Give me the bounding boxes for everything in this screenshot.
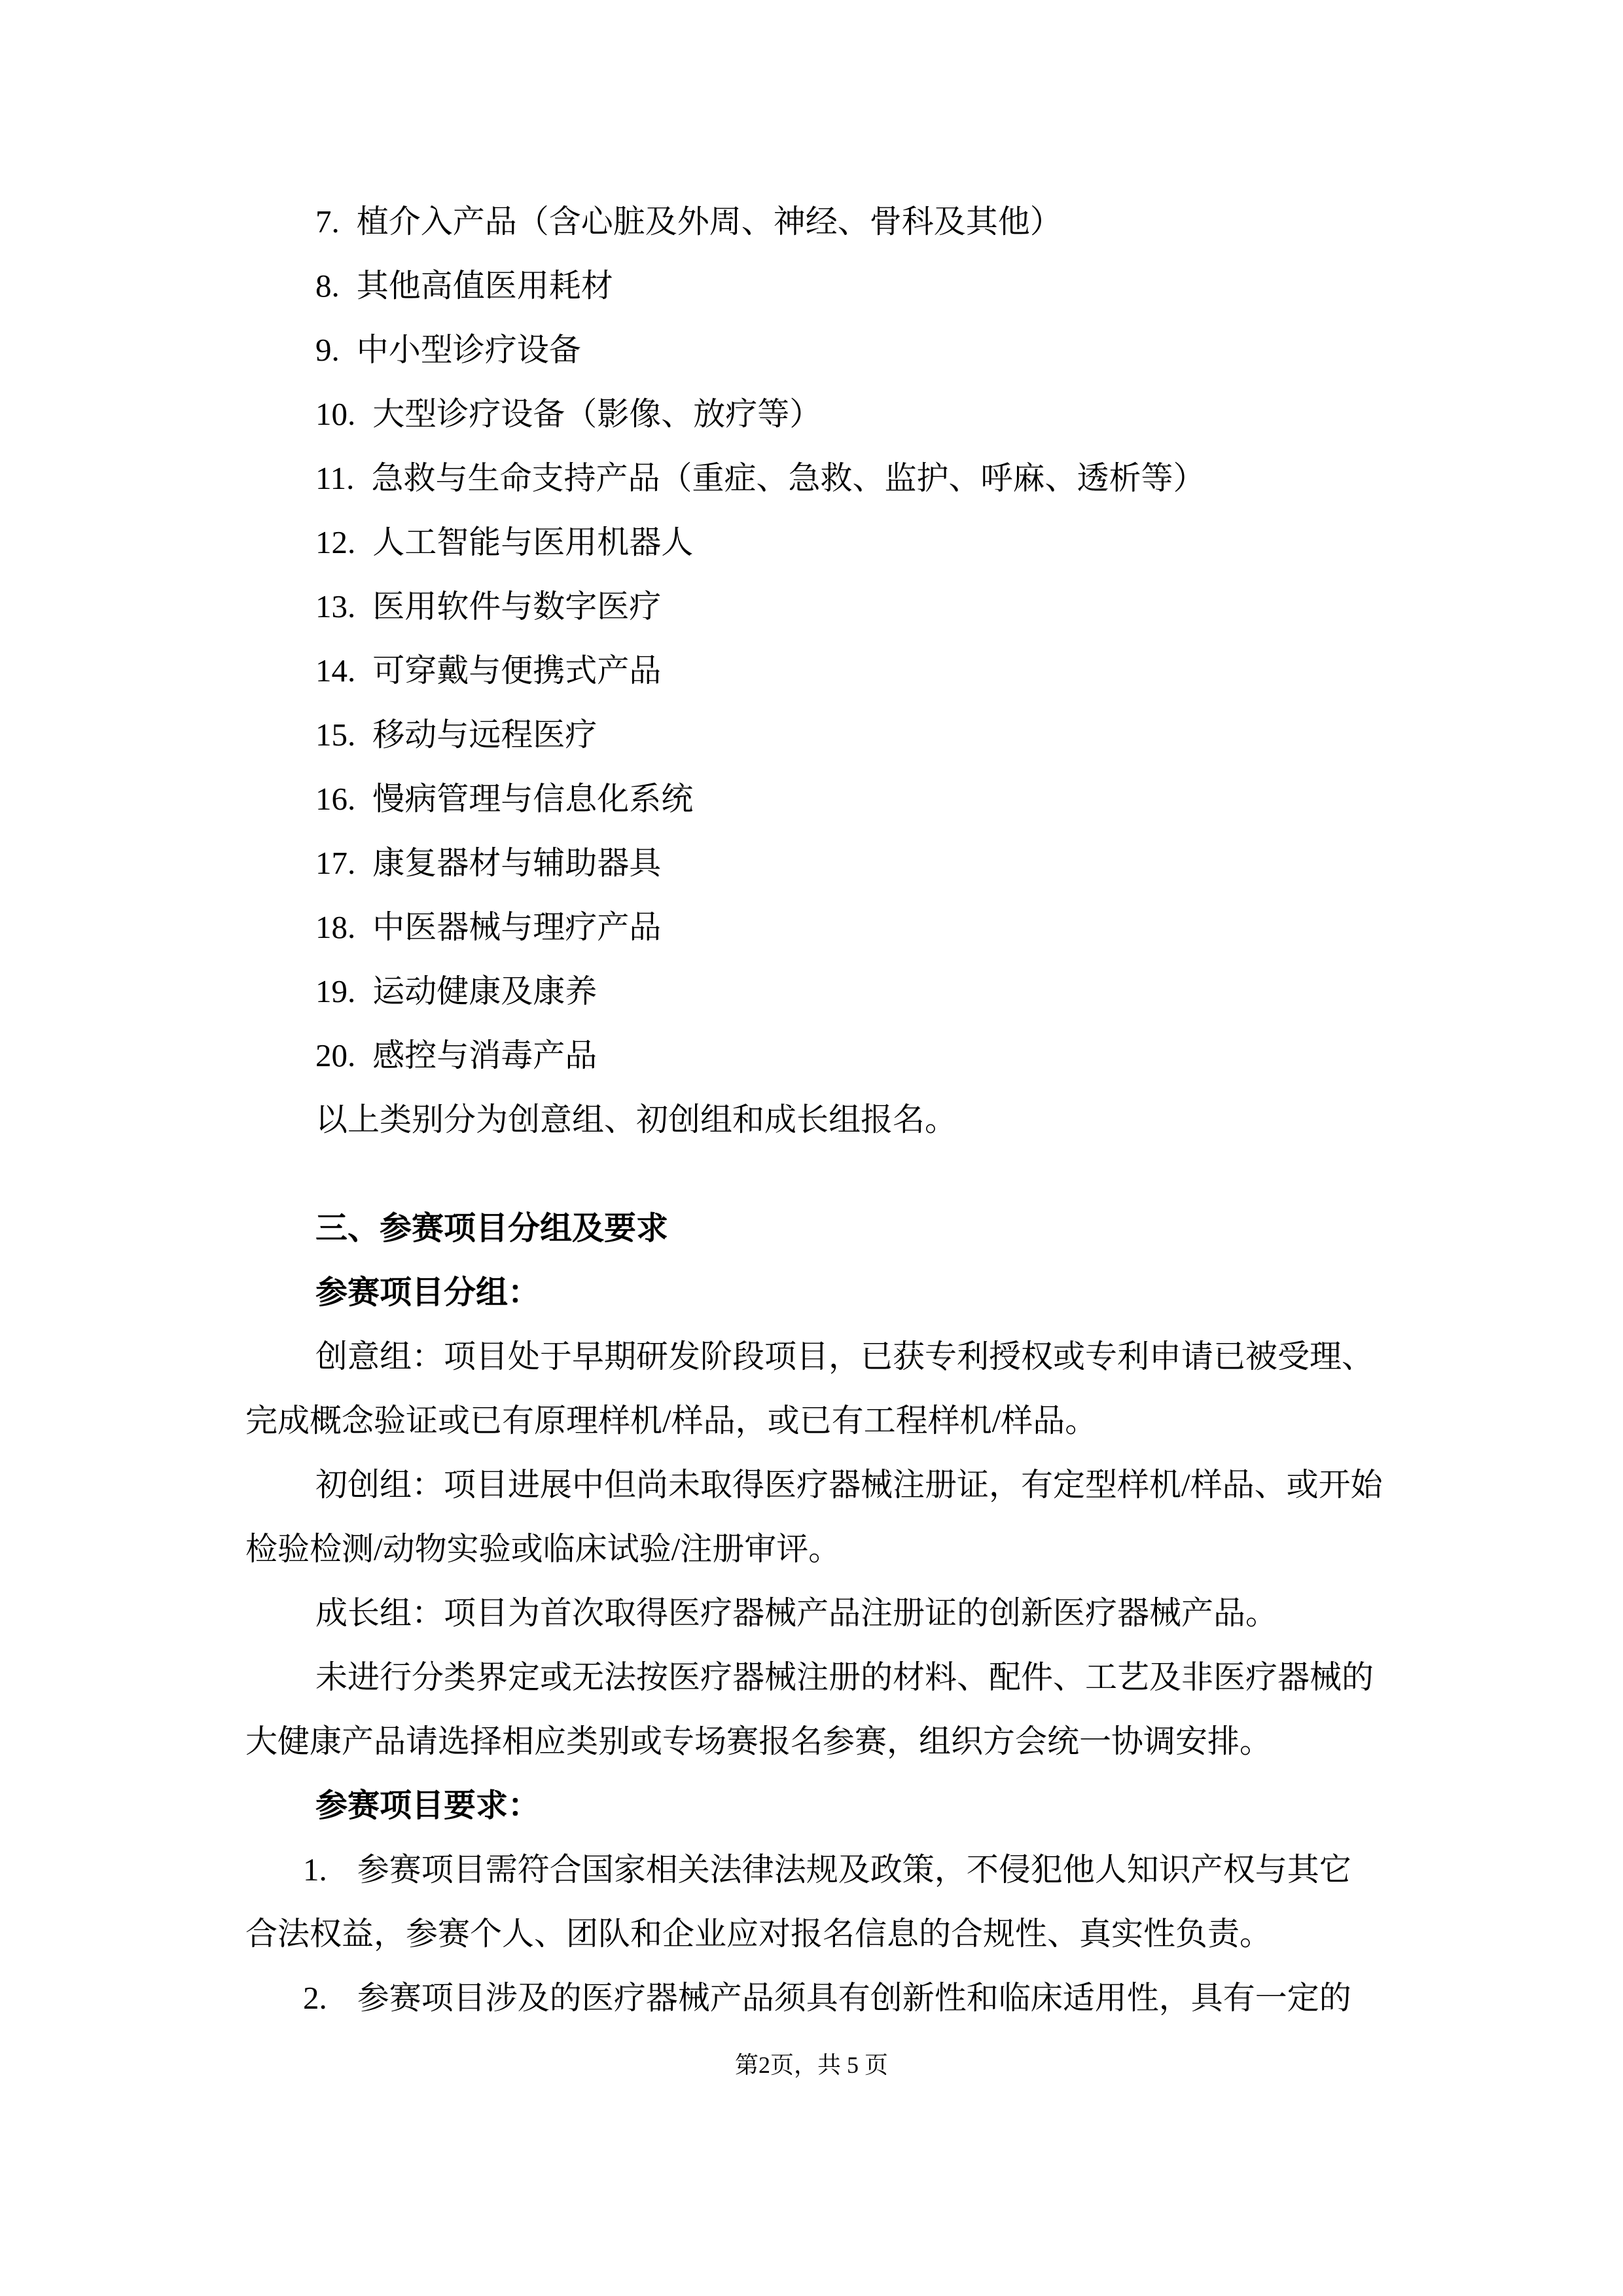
list-number: 19. [315,973,356,1009]
text-line [245,446,1394,511]
line-text: 慢病管理与信息化系统 [372,781,694,817]
line-text: 医用软件与数字医疗 [372,588,662,624]
list-number: 2. [303,1980,327,2016]
page-footer: 第2页，共 5 页 [734,2052,888,2078]
text-line: 完成概念验证或已有原理样机/样品，或已有工程样机/样品。 [245,1403,1097,1439]
text-line: 以上类别分为创意组、初创组和成长组报名。 [315,1102,957,1138]
line-text: 感控与消毒产品 [372,1037,597,1073]
text-line: 合法权益，参赛个人、团队和企业应对报名信息的合规性、真实性负责。 [245,1916,1272,1952]
line-text: 急救与生命支持产品（重症、急救、监护、呼麻、透析等） [371,460,1205,496]
document-lines [245,190,1394,2030]
line-text: 中医器械与理疗产品 [372,909,662,945]
list-number: 14. [315,653,356,689]
text-line [245,703,1394,767]
section-heading: 三、参赛项目分组及要求 [315,1210,669,1246]
line-text: 运动健康及康养 [372,973,597,1009]
list-number: 7. [315,204,340,240]
line-text: 参赛项目需符合国家相关法律法规及政策，不侵犯他人知识产权与其它 [357,1852,1351,1888]
line-text: 可穿戴与便携式产品 [372,653,662,689]
list-number: 9. [315,332,340,368]
text-line: 初创组：项目进展中但尚未取得医疗器械注册证，有定型样机/样品、或开始 [315,1467,1383,1503]
text-line [245,1838,1394,1902]
list-number: 1. [303,1852,327,1888]
text-line [245,382,1394,446]
line-text: 大型诊疗设备（影像、放疗等） [372,396,822,432]
line-text: 移动与远程医疗 [372,717,597,753]
line-text: 其他高值医用耗材 [356,268,613,304]
text-line [245,511,1394,575]
text-line [245,767,1394,831]
text-line [245,318,1394,382]
list-number: 13. [315,588,356,624]
list-number: 20. [315,1037,356,1073]
line-text: 人工智能与医用机器人 [372,524,694,560]
text-line: 检验检测/动物实验或临床试验/注册审评。 [245,1531,841,1567]
text-line [245,639,1394,703]
text-line [245,895,1394,960]
list-number: 12. [315,524,356,560]
text-line [245,1966,1394,2030]
line-text: 中小型诊疗设备 [356,332,581,368]
text-line: 创意组：项目处于早期研发阶段项目，已获专利授权或专利申请已被受理、 [315,1338,1374,1374]
text-line [245,960,1394,1024]
text-line [245,190,1394,254]
text-line: 未进行分类界定或无法按医疗器械注册的材料、配件、工艺及非医疗器械的 [315,1659,1374,1695]
line-text: 参赛项目涉及的医疗器械产品须具有创新性和临床适用性，具有一定的 [357,1980,1351,2016]
text-line [245,831,1394,895]
list-number: 8. [315,268,340,304]
text-line [245,575,1394,639]
text-line [245,254,1394,318]
sub-heading: 参赛项目要求： [315,1787,541,1823]
text-line [245,1024,1394,1088]
list-number: 15. [315,717,356,753]
list-number: 11. [315,460,355,496]
list-number: 10. [315,396,356,432]
line-text: 植介入产品（含心脏及外周、神经、骨科及其他） [356,204,1062,240]
text-line: 成长组：项目为首次取得医疗器械产品注册证的创新医疗器械产品。 [315,1595,1278,1631]
list-number: 16. [315,781,356,817]
sub-heading: 参赛项目分组： [315,1274,541,1310]
text-line: 大健康产品请选择相应类别或专场赛报名参赛，组织方会统一协调安排。 [245,1723,1272,1759]
list-number: 18. [315,909,356,945]
line-text: 康复器材与辅助器具 [372,845,662,881]
list-number: 17. [315,845,356,881]
